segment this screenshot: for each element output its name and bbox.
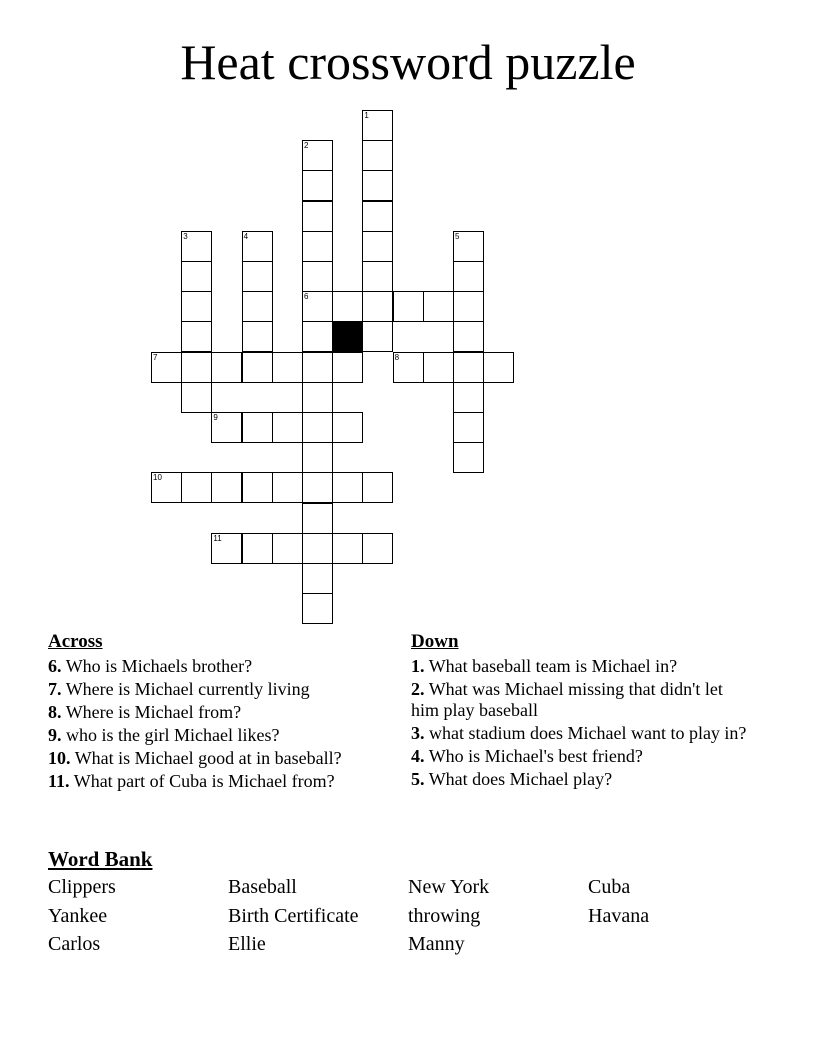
crossword-cell[interactable] [453,291,484,322]
clue-text: Who is Michael's best friend? [428,746,643,766]
crossword-cell[interactable] [362,201,393,232]
clue-across-10 [48,748,388,769]
word-bank-item: Clippers [48,876,116,898]
clue-text: Who is Michaels brother? [65,656,253,676]
clue-number: 5. [411,769,425,789]
clue-text: Where is Michael currently living [65,679,310,699]
clue-number-label: 11 [213,533,222,543]
across-heading: Across [48,631,103,652]
word-bank-item: Ellie [228,933,266,955]
crossword-cell[interactable] [151,352,182,383]
clue-number-label: 7 [153,352,158,362]
word-bank [48,873,768,959]
clue-down-5 [411,769,751,790]
crossword-cell[interactable] [453,231,484,262]
crossword-cell[interactable] [242,321,273,352]
crossword-cell[interactable] [272,533,303,564]
crossword-cell[interactable] [332,352,363,383]
clue-across-9 [48,725,388,746]
crossword-cell[interactable] [181,321,212,352]
crossword-cell[interactable] [181,472,212,503]
crossword-cell[interactable] [181,231,212,262]
crossword-cell[interactable] [302,140,333,171]
clue-down-4 [411,746,751,767]
clue-across-6 [48,656,388,677]
clue-across-11 [48,771,388,792]
clue-across-8 [48,702,388,723]
clue-number-label: 6 [304,292,309,302]
clue-down-3 [411,723,751,744]
crossword-cell[interactable] [302,503,333,534]
crossword-cell[interactable] [362,261,393,292]
crossword-cell[interactable] [362,140,393,171]
crossword-cell[interactable] [362,472,393,503]
crossword-cell[interactable] [453,321,484,352]
crossword-cell[interactable] [302,321,333,352]
clue-number-label: 4 [243,231,249,241]
word-bank-item: Manny [408,933,465,955]
clue-text: What part of Cuba is Michael from? [73,771,335,791]
word-bank-item: Birth Certificate [228,904,359,927]
page-title: Heat crossword puzzle [180,34,636,90]
clue-text: What does Michael play? [428,769,613,789]
word-bank-item: throwing [408,904,481,927]
crossword-cell[interactable] [242,261,273,292]
crossword-cell[interactable] [423,352,454,383]
word-bank-item: Carlos [48,933,101,955]
clue-number: 7. [48,679,62,699]
crossword-cell[interactable] [242,472,273,503]
crossword-cell[interactable] [453,352,484,383]
crossword-cell[interactable] [211,533,242,564]
clue-text: what stadium does Michael want to play in? [429,723,747,743]
crossword-cell[interactable] [453,442,484,473]
word-bank-item: New York [408,876,490,898]
word-bank-heading: Word Bank [48,847,153,871]
crossword-cell[interactable] [453,412,484,443]
crossword-cell[interactable] [181,291,212,322]
crossword-cell[interactable] [393,291,424,322]
crossword-cell[interactable] [332,412,363,443]
down-heading: Down [411,631,459,652]
crossword-cell[interactable] [272,472,303,503]
clue-number: 1. [411,656,425,676]
clue-number-label: 1 [364,111,369,120]
clue-number-label: 9 [213,413,218,422]
crossword-cell[interactable] [302,261,333,292]
clue-number-label: 2 [304,141,309,151]
clue-number-label: 5 [455,231,460,241]
crossword-cell[interactable] [453,261,484,292]
clue-text: What was Michael missing that didn't let him play baseball [411,679,723,720]
crossword-cell[interactable] [453,382,484,413]
clue-number: 8. [48,702,62,722]
crossword-block [332,321,363,352]
crossword-cell[interactable] [362,231,393,262]
clue-text: Where is Michael from? [65,702,242,722]
word-bank-item: Cuba [588,876,631,898]
crossword-cell[interactable] [272,352,303,383]
crossword-cell[interactable] [242,412,273,443]
clue-down-1 [411,656,751,677]
clue-number-label: 10 [153,473,162,483]
crossword-cell[interactable] [302,170,333,201]
crossword-cell[interactable] [362,170,393,201]
crossword-cell[interactable] [211,412,242,443]
crossword-cell[interactable] [393,352,424,383]
crossword-cell[interactable] [302,291,333,322]
crossword-cell[interactable] [423,291,454,322]
crossword-cell[interactable] [181,382,212,413]
crossword-cell[interactable] [211,472,242,503]
clue-number: 6. [48,656,62,676]
crossword-cell[interactable] [302,412,333,443]
clue-number-label: 8 [394,352,400,362]
clue-number: 3. [411,723,425,743]
word-bank-item: Baseball [228,876,297,898]
clue-down-2 [411,679,751,721]
crossword-cell[interactable] [362,321,393,352]
crossword-cell[interactable] [181,261,212,292]
down-clues [411,630,751,792]
crossword-cell[interactable] [332,472,363,503]
crossword-cell[interactable] [362,533,393,564]
crossword-cell[interactable] [211,352,242,383]
crossword-cell[interactable] [302,231,333,262]
crossword-cell[interactable] [181,352,212,383]
crossword-cell[interactable] [362,291,393,322]
clue-text: who is the girl Michael likes? [66,725,280,745]
clue-number: 10. [48,748,71,768]
crossword-cell[interactable] [362,110,393,141]
crossword-cell[interactable] [302,533,333,564]
crossword-cell[interactable] [332,291,363,322]
crossword-cell[interactable] [242,352,273,383]
word-bank-item: Yankee [48,904,108,927]
clue-number: 11. [48,771,70,791]
crossword-cell[interactable] [242,533,273,564]
crossword-cell[interactable] [332,533,363,564]
crossword-cell[interactable] [302,352,333,383]
clue-text: What baseball team is Michael in? [428,656,678,676]
crossword-cell[interactable] [151,472,182,503]
crossword-cell[interactable] [242,291,273,322]
crossword-cell[interactable] [302,563,333,594]
clue-across-7 [48,679,388,700]
clue-number: 2. [411,679,425,699]
clue-text: What is Michael good at in baseball? [74,748,342,768]
crossword-cell[interactable] [483,352,514,383]
clue-number-label: 3 [183,231,188,241]
crossword-cell[interactable] [302,472,333,503]
word-bank-item: Havana [588,904,650,927]
clue-number: 9. [48,725,62,745]
across-clues [48,630,388,794]
clue-number: 4. [411,746,425,766]
crossword-cell[interactable] [302,201,333,232]
crossword-cell[interactable] [242,231,273,262]
crossword-cell[interactable] [302,382,333,413]
crossword-cell[interactable] [272,412,303,443]
crossword-cell[interactable] [302,593,333,624]
crossword-cell[interactable] [302,442,333,473]
